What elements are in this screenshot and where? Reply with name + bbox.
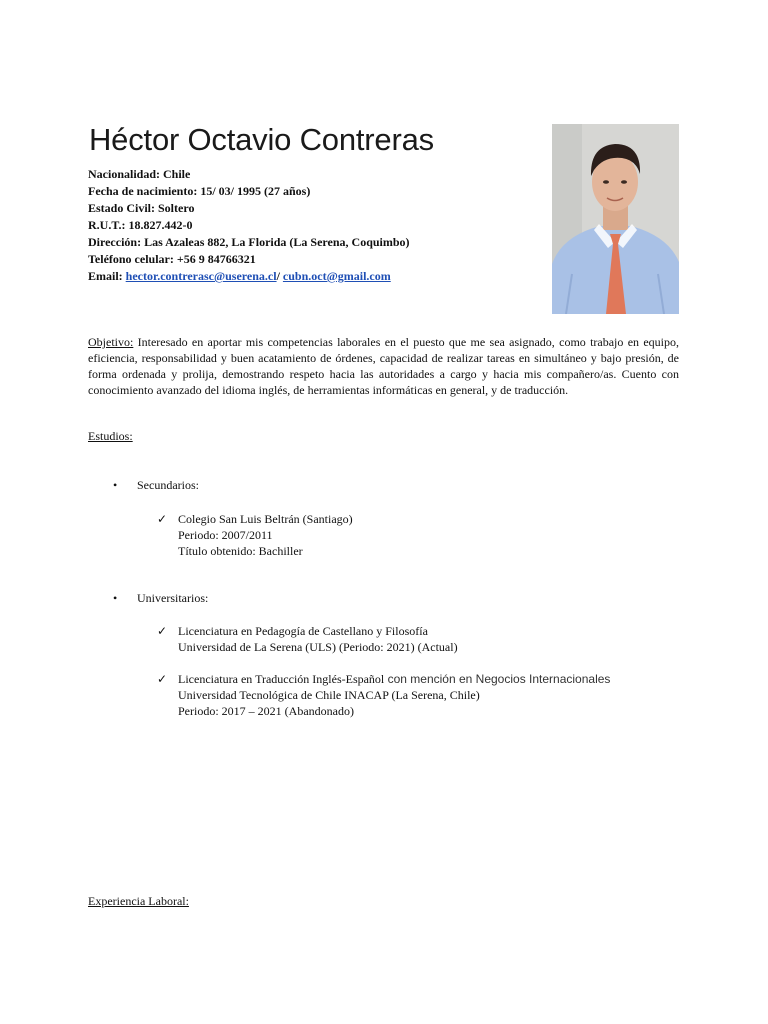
bullet-glyph: • bbox=[113, 591, 118, 605]
objective-paragraph bbox=[88, 334, 679, 398]
phone: Teléfono celular: +56 9 84766321 bbox=[88, 252, 256, 266]
rut: R.U.T.: 18.827.442-0 bbox=[88, 218, 193, 232]
objective-text: Interesado en aportar mis competencias laborales en el puesto que me sea asignado, como trabajo en equipo, eficiencia, responsabilidad y buen acatamiento de órdenes, capacidad de realizar tareas en simultáneo y bajo presión, de forma ordenada y prolija, demostrando respeto hacia las autoridades a cargo y hacia mis compañero/as. Cuento con conocimiento avanzado del idioma inglés, de herramientas informáticas en general, y de traducción. bbox=[88, 335, 679, 397]
secondary-bullet bbox=[113, 478, 199, 493]
nationality: Nacionalidad: Chile bbox=[88, 167, 191, 181]
secondary-school: Colegio San Luis Beltrán (Santiago) bbox=[178, 512, 353, 526]
email-separator: / bbox=[276, 269, 283, 283]
check-icon: ✓ bbox=[157, 672, 168, 686]
check-icon: ✓ bbox=[157, 512, 168, 526]
check-icon: ✓ bbox=[157, 624, 168, 638]
university-entry-2 bbox=[157, 671, 611, 719]
secondary-label: Secundarios: bbox=[137, 478, 199, 492]
email-row bbox=[88, 268, 410, 285]
studies-heading: Estudios: bbox=[88, 429, 133, 443]
profile-photo bbox=[552, 124, 679, 314]
university-entry-1 bbox=[157, 623, 458, 655]
personal-info bbox=[88, 166, 410, 285]
university-2-title-row bbox=[178, 671, 610, 687]
email-link-gmail[interactable]: cubn.oct@gmail.com bbox=[282, 269, 391, 283]
university-1-title: Licenciatura en Pedagogía de Castellano y Filosofía bbox=[178, 624, 428, 638]
civil-status: Estado Civil: Soltero bbox=[88, 201, 195, 215]
secondary-degree: Título obtenido: Bachiller bbox=[178, 544, 303, 558]
university-bullet bbox=[113, 591, 208, 606]
address: Dirección: Las Azaleas 882, La Florida (La Serena, Coquimbo) bbox=[88, 235, 410, 249]
secondary-period: Periodo: 2007/2011 bbox=[178, 528, 273, 542]
candidate-name: Héctor Octavio Contreras bbox=[89, 122, 434, 157]
bullet-glyph: • bbox=[113, 478, 118, 492]
university-2-title-extra: con mención en Negocios Internacionales bbox=[384, 672, 611, 686]
secondary-entry bbox=[157, 511, 353, 559]
university-2-title: Licenciatura en Traducción Inglés-Español bbox=[178, 672, 385, 686]
objective-label: Objetivo: bbox=[88, 335, 134, 349]
university-2-detail: Universidad Tecnológica de Chile INACAP (La Serena, Chile) bbox=[178, 688, 480, 702]
email-link-userena[interactable]: hector.contrerasc@userena.cl bbox=[125, 269, 277, 283]
university-1-detail: Universidad de La Serena (ULS) (Periodo: 2021) (Actual) bbox=[178, 640, 458, 654]
university-2-period: Periodo: 2017 – 2021 (Abandonado) bbox=[178, 704, 354, 718]
email-label: Email: bbox=[88, 269, 126, 283]
birth-date: Fecha de nacimiento: 15/ 03/ 1995 (27 años) bbox=[88, 184, 311, 198]
work-experience-heading: Experiencia Laboral: bbox=[88, 894, 189, 908]
university-label: Universitarios: bbox=[137, 591, 209, 605]
